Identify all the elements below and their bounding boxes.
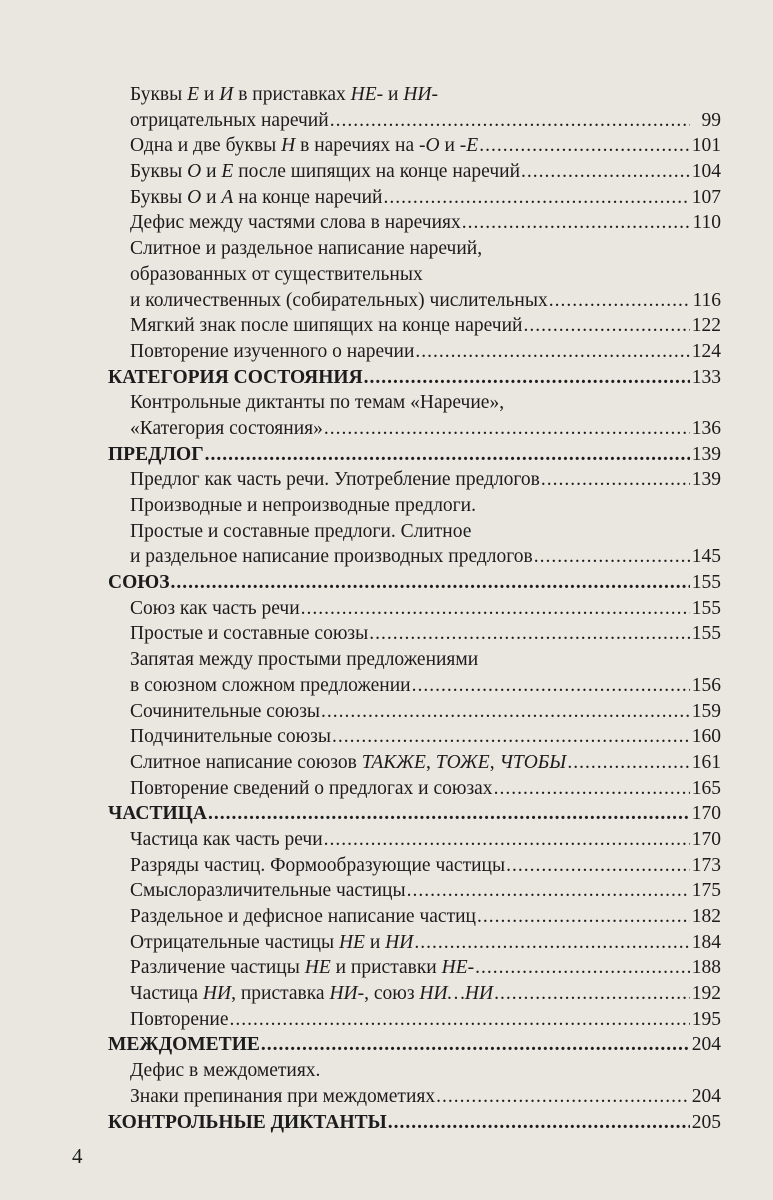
toc-entry-title: Буквы О и Е после шипящих на конце наречий <box>130 161 521 183</box>
dot-leader <box>330 108 690 134</box>
toc-entry <box>0 544 773 570</box>
toc-entry <box>0 133 773 159</box>
toc-entry-title: Дефис между частями слова в наречиях <box>130 212 461 234</box>
dot-leader <box>494 981 690 1007</box>
toc-section-entry <box>0 801 773 827</box>
toc-page-number: 165 <box>691 777 721 799</box>
dot-leader <box>369 621 690 647</box>
dot-leader <box>506 853 690 879</box>
toc-page-number: 133 <box>691 366 721 388</box>
toc-entry-title: Простые и составные союзы <box>130 623 369 645</box>
toc-entry-title: Одна и две буквы Н в наречиях на -О и -Е <box>130 135 479 157</box>
toc-entry-title: Разряды частиц. Формообразующие частицы <box>130 854 506 876</box>
dot-leader <box>534 544 690 570</box>
dot-leader <box>324 827 690 853</box>
toc-entry <box>0 750 773 776</box>
toc-entry <box>0 185 773 211</box>
toc-entry <box>0 1084 773 1110</box>
toc-page-number: 182 <box>691 906 721 927</box>
toc-section-entry <box>0 365 773 391</box>
toc-entry-title: Подчинительные союзы <box>130 726 331 748</box>
page-number: 4 <box>72 1144 83 1168</box>
toc-page-number: 139 <box>691 469 721 491</box>
toc-entry-title: Частица как часть речи <box>130 828 323 850</box>
toc-entry <box>0 724 773 750</box>
toc-entry-title: ЧАСТИЦА <box>108 803 207 825</box>
toc-entry-title: Предлог как часть речи. Употребление предлогов <box>130 469 540 491</box>
toc-entry <box>0 1058 773 1084</box>
toc-entry-title: Смыслоразличительные частицы <box>130 880 406 902</box>
toc-entry <box>0 467 773 493</box>
dot-leader <box>462 210 690 236</box>
dot-leader <box>494 776 690 802</box>
dot-leader <box>521 159 690 185</box>
toc-entry <box>0 827 773 853</box>
dot-leader <box>171 570 691 596</box>
toc-entry <box>0 262 773 288</box>
toc-entry <box>0 776 773 802</box>
toc-entry-title: Отрицательные частицы НЕ и НИ <box>130 931 414 953</box>
dot-leader <box>412 673 690 699</box>
toc-page-number: 160 <box>691 726 721 748</box>
toc-entry <box>0 1007 773 1033</box>
toc-page-number: 155 <box>691 597 721 619</box>
toc-entry-title: Повторение сведений о предлогах и союзах <box>130 777 493 799</box>
toc-entry-title: Сочинительные союзы <box>130 700 321 722</box>
dot-leader <box>414 930 690 956</box>
toc-entry-title: «Категория состояния» <box>130 417 323 439</box>
toc-entry-title: Повторение изученного о наречии <box>130 340 415 362</box>
toc-page-number: 161 <box>691 751 721 773</box>
dot-leader <box>477 904 690 930</box>
toc-entry <box>0 853 773 879</box>
toc-entry <box>0 288 773 314</box>
toc-entry-title: ПРЕДЛОГ <box>108 443 204 465</box>
toc-entry-title: и количественных (собирательных) числительных <box>130 289 548 311</box>
toc-entry <box>0 82 773 108</box>
toc-page-number: 170 <box>691 803 721 825</box>
toc-entry <box>0 416 773 442</box>
dot-leader <box>384 185 691 211</box>
toc-entry <box>0 699 773 725</box>
toc-entry-title: КОНТРОЛЬНЫЕ ДИКТАНТЫ <box>108 1111 387 1133</box>
toc-entry-title: Раздельное и дефисное написание частиц <box>130 906 476 927</box>
toc-page-number: 173 <box>691 854 721 876</box>
dot-leader <box>332 724 690 750</box>
toc-entry <box>0 878 773 904</box>
toc-entry-title: отрицательных наречий <box>130 109 329 131</box>
toc-entry-title: Простые и составные предлоги. Слитное <box>130 520 472 542</box>
dot-leader <box>324 416 690 442</box>
dot-leader <box>205 442 690 468</box>
toc-entry <box>0 930 773 956</box>
toc-entry-title: Различение частицы НЕ и приставки НЕ- <box>130 957 475 979</box>
dot-leader <box>388 1110 690 1136</box>
toc-page-number: 107 <box>691 186 721 208</box>
toc-page-number: 116 <box>692 289 721 311</box>
toc-entry-title: Частица НИ, приставка НИ-, союз НИ…НИ <box>130 983 494 1005</box>
toc-section-entry <box>0 570 773 596</box>
toc-page-number: 184 <box>691 931 721 953</box>
toc-page-number: 155 <box>691 572 721 594</box>
toc-entry-title: СОЮЗ <box>108 572 170 594</box>
dot-leader <box>415 339 690 365</box>
toc-page-number: 204 <box>691 1034 721 1056</box>
toc-entry-title: Запятая между простыми предложениями <box>130 649 479 671</box>
toc-entry <box>0 313 773 339</box>
toc-section-entry <box>0 1032 773 1058</box>
toc-section-entry <box>0 1110 773 1136</box>
toc-page-number: 101 <box>691 135 721 157</box>
dot-leader <box>436 1084 690 1110</box>
toc-page-number: 204 <box>691 1085 721 1107</box>
toc-entry-title: Дефис в междометиях. <box>130 1060 321 1082</box>
toc-entry-title: Союз как часть речи <box>130 597 300 619</box>
toc-page-number: 159 <box>691 700 721 722</box>
toc-entry <box>0 904 773 930</box>
toc-entry <box>0 673 773 699</box>
toc-page-number: 124 <box>691 340 721 362</box>
toc-entry-title: Буквы Е и И в приставках НЕ- и НИ- <box>130 84 439 105</box>
toc-entry-title: Производные и непроизводные предлоги. <box>130 495 476 516</box>
toc-page-number: 195 <box>691 1008 721 1030</box>
toc-section-entry <box>0 442 773 468</box>
toc-entry-title: Слитное написание союзов ТАКЖЕ, ТОЖЕ, ЧТОБЫ <box>130 751 567 773</box>
toc-entry-title: Контрольные диктанты по темам «Наречие», <box>130 392 505 414</box>
toc-entry <box>0 236 773 262</box>
dot-leader <box>523 313 690 339</box>
toc-entry-title: и раздельное написание производных предлогов <box>130 546 533 568</box>
toc-entry-title: Знаки препинания при междометиях <box>130 1085 436 1107</box>
table-of-contents <box>0 82 773 1135</box>
dot-leader <box>301 596 690 622</box>
dot-leader <box>261 1032 690 1058</box>
toc-page-number: 104 <box>691 161 721 183</box>
toc-page-number: 139 <box>691 443 721 465</box>
toc-entry-title: в союзном сложном предложении <box>130 674 411 696</box>
toc-entry-title: КАТЕГОРИЯ СОСТОЯНИЯ <box>108 366 363 388</box>
toc-page-number: 136 <box>691 417 721 439</box>
dot-leader <box>321 699 690 725</box>
toc-entry-title: образованных от существительных <box>130 263 423 285</box>
toc-page-number: 170 <box>691 828 721 850</box>
toc-entry <box>0 390 773 416</box>
toc-entry <box>0 339 773 365</box>
toc-entry-title: Мягкий знак после шипящих на конце наречий <box>130 315 523 337</box>
dot-leader <box>208 801 690 827</box>
dot-leader <box>364 365 690 391</box>
toc-entry <box>0 493 773 519</box>
dot-leader <box>549 288 690 314</box>
dot-leader <box>475 955 690 981</box>
toc-entry-title: МЕЖДОМЕТИЕ <box>108 1034 260 1056</box>
toc-entry <box>0 108 773 134</box>
toc-page-number: 192 <box>691 983 721 1005</box>
toc-entry <box>0 981 773 1007</box>
toc-entry-title: Слитное и раздельное написание наречий, <box>130 238 483 260</box>
dot-leader <box>567 750 690 776</box>
toc-page-number: 122 <box>691 315 721 337</box>
dot-leader <box>407 878 690 904</box>
toc-page-number: 175 <box>691 880 721 902</box>
toc-page-number: 110 <box>692 212 721 234</box>
dot-leader <box>479 133 690 159</box>
toc-page-number: 156 <box>691 674 721 696</box>
toc-entry <box>0 519 773 545</box>
toc-entry <box>0 596 773 622</box>
toc-entry <box>0 621 773 647</box>
toc-page-number: 188 <box>691 957 721 979</box>
toc-page-number: 155 <box>691 623 721 645</box>
toc-entry-title: Буквы О и А на конце наречий <box>130 186 383 208</box>
toc-entry <box>0 159 773 185</box>
toc-page-number: 205 <box>691 1111 721 1133</box>
toc-entry-title: Повторение <box>130 1008 229 1030</box>
toc-page-number: 145 <box>691 546 721 568</box>
toc-page-number: 99 <box>701 109 721 131</box>
dot-leader <box>230 1007 691 1033</box>
toc-entry <box>0 647 773 673</box>
toc-entry <box>0 955 773 981</box>
dot-leader <box>541 467 690 493</box>
toc-entry <box>0 210 773 236</box>
